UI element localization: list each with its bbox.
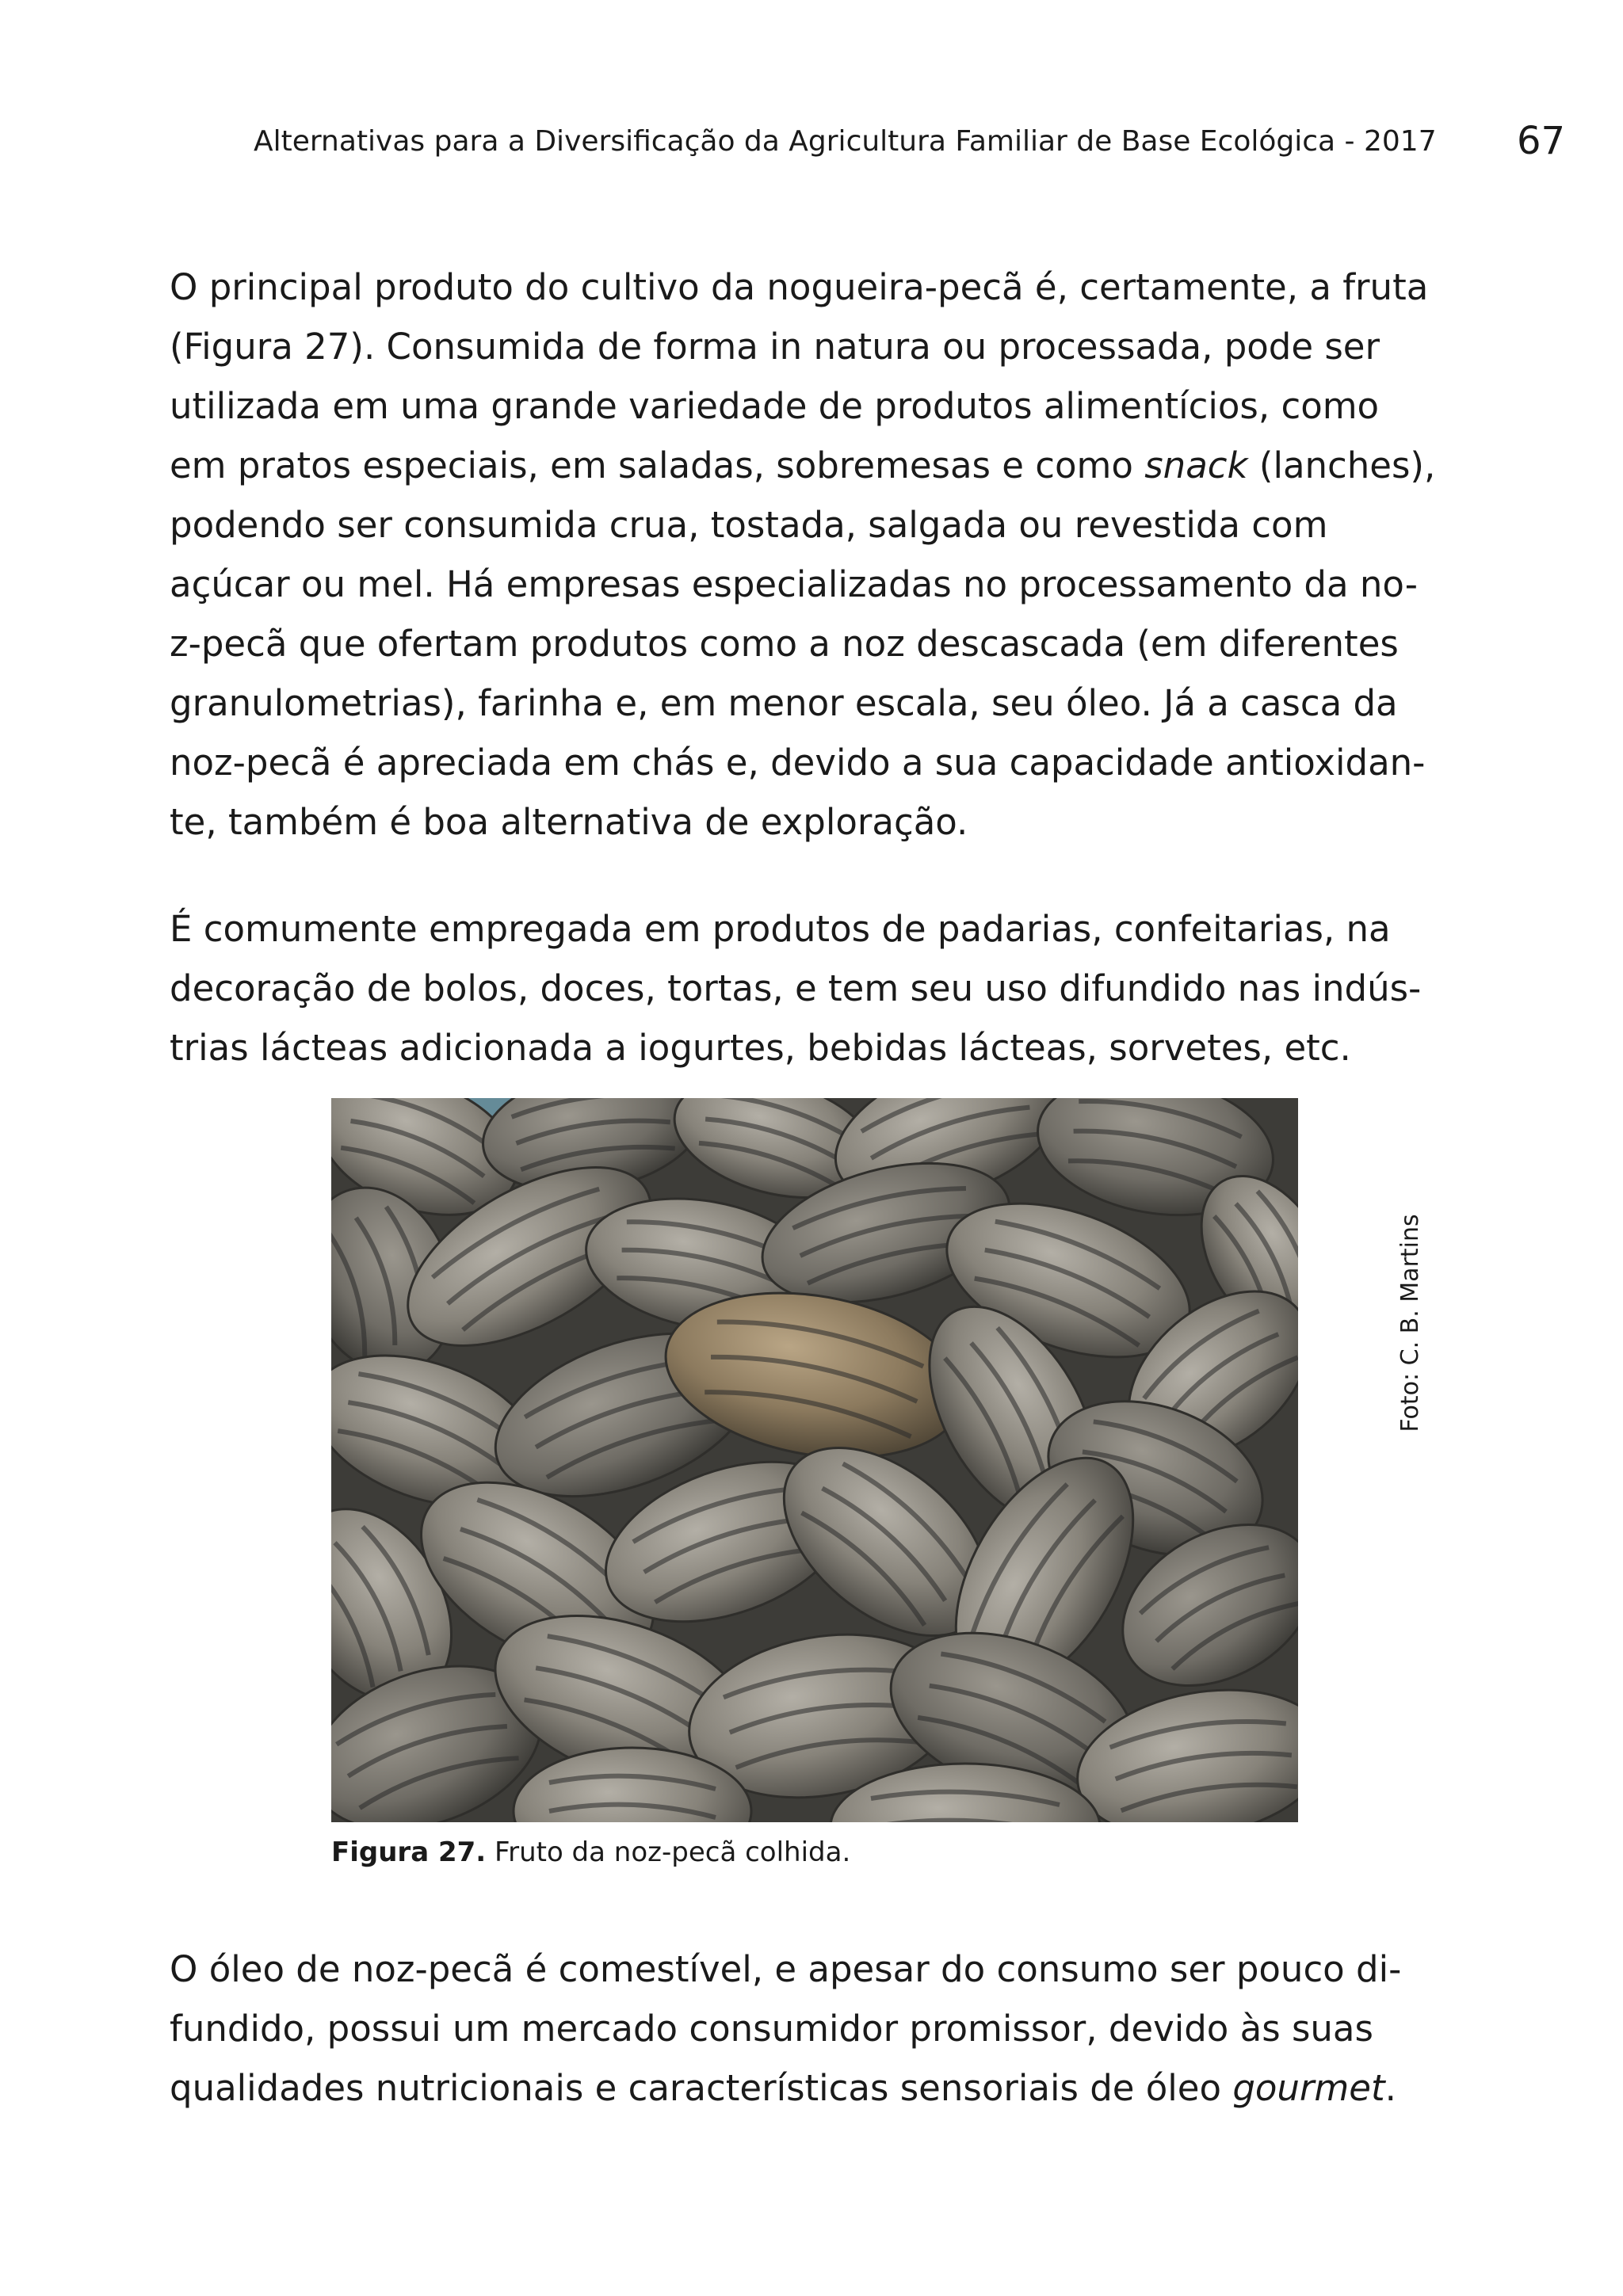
text-line: É comumente empregada em produtos de padarias, confeitarias, na: [170, 908, 1391, 950]
figure-caption: [331, 1836, 850, 1868]
text-line: qualidades nutricionais e características sensoriais de óleo gourmet.: [170, 2067, 1396, 2109]
text-line: em pratos especiais, em saladas, sobremesas e como snack (lanches),: [170, 444, 1436, 486]
text-line: trias lácteas adicionada a iogurtes, bebidas lácteas, sorvetes, etc.: [170, 1027, 1351, 1069]
photo-credit: Foto: C. B. Martins: [1396, 1214, 1424, 1432]
text-line: podendo ser consumida crua, tostada, salgada ou revestida com: [170, 504, 1328, 546]
text-line: (Figura 27). Consumida de forma in natura ou processada, pode ser: [170, 326, 1380, 368]
text-line: açúcar ou mel. Há empresas especializadas no processamento da no-: [170, 563, 1418, 605]
text-line: noz-pecã é apreciada em chás e, devido a sua capacidade antioxidan-: [170, 742, 1426, 784]
text-line: z-pecã que ofertam produtos como a noz descascada (em diferentes: [170, 623, 1399, 665]
running-header: Alternativas para a Diversificação da Agricultura Familiar de Base Ecológica - 2017: [254, 125, 1437, 158]
paragraph-2: [170, 899, 1461, 1077]
paragraph-3: [170, 1939, 1461, 2118]
text-line: granulometrias), farinha e, em menor escala, seu óleo. Já a casca da: [170, 682, 1398, 724]
text-line: fundido, possui um mercado consumidor promissor, devido às suas: [170, 2008, 1373, 2050]
text-line: O principal produto do cultivo da nogueira-pecã é, certamente, a fruta: [170, 266, 1429, 308]
pecan-nuts-photo: [331, 1098, 1298, 1822]
text-line: decoração de bolos, doces, tortas, e tem seu uso difundido nas indús-: [170, 967, 1422, 1009]
text-line: te, também é boa alternativa de exploração.: [170, 801, 968, 843]
text-line: O óleo de noz-pecã é comestível, e apesar do consumo ser pouco di-: [170, 1948, 1402, 1990]
text-line: utilizada em uma grande variedade de produtos alimentícios, como: [170, 385, 1380, 427]
italic-term: snack: [1144, 444, 1248, 486]
italic-term: gourmet: [1232, 2067, 1385, 2109]
caption-label: Figura 27.: [331, 1836, 487, 1868]
page-number: 67: [1517, 119, 1566, 163]
caption-text: Fruto da noz-pecã colhida.: [486, 1836, 851, 1868]
paragraph-1: [170, 257, 1461, 852]
